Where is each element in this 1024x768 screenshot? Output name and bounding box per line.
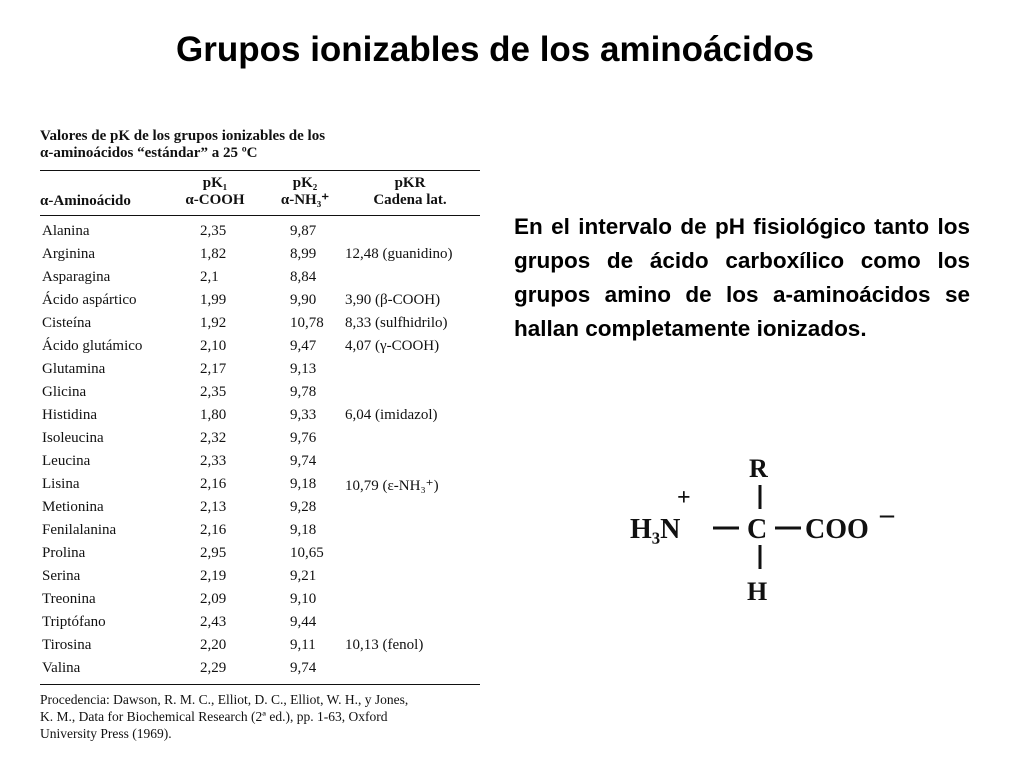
cell-pk2: 9,47 (290, 338, 317, 354)
structure-plus: + (677, 485, 691, 511)
cell-pk2: 9,76 (290, 430, 317, 446)
cell-name: Asparagina (42, 269, 111, 285)
cell-pkr: 10,79 (ε-NH₃⁺) (345, 478, 439, 494)
cell-pk2: 9,10 (290, 591, 317, 607)
header-pkr (355, 175, 465, 209)
cell-pk1: 2,33 (200, 453, 227, 469)
cell-pk1: 2,09 (200, 591, 227, 607)
structure-r: R (749, 454, 768, 483)
cell-pkr: 8,33 (sulfhidrilo) (345, 315, 448, 331)
cell-name: Serina (42, 568, 81, 584)
cell-pk1: 2,1 (200, 269, 219, 285)
cell-pk2: 9,33 (290, 407, 317, 423)
header-pk1-label: pK₁ (202, 175, 228, 191)
structure-h3n: H₃N (630, 514, 681, 545)
source-line1: Procedencia: Dawson, R. M. C., Elliot, D. C., Elliot, W. H., y Jones, (40, 692, 409, 707)
cell-name: Prolina (42, 545, 86, 561)
structure-h: H (747, 577, 768, 606)
cell-pk2: 10,78 (290, 315, 324, 331)
cell-pk1: 2,43 (200, 614, 227, 630)
cell-pk1: 2,17 (200, 361, 227, 377)
amino-acid-structure (625, 445, 915, 610)
header-pk2 (270, 175, 340, 209)
pk-table (40, 128, 480, 742)
header-pkr-group: Cadena lat. (373, 192, 447, 208)
cell-pk2: 9,74 (290, 660, 317, 676)
cell-pk2: 9,18 (290, 476, 317, 492)
cell-name: Glutamina (42, 361, 106, 377)
table-caption-line2: α-aminoácidos “estándar” a 25 ºC (40, 145, 258, 161)
cell-name: Lisina (42, 476, 80, 492)
table-row (40, 657, 480, 680)
cell-name: Metionina (42, 499, 104, 515)
cell-pk1: 2,29 (200, 660, 227, 676)
cell-name: Arginina (42, 246, 96, 262)
table-row (40, 335, 480, 358)
table-bottom-rule (40, 684, 480, 685)
table-row (40, 473, 480, 496)
cell-pk1: 1,80 (200, 407, 227, 423)
cell-pk2: 9,74 (290, 453, 317, 469)
cell-pk1: 2,20 (200, 637, 227, 653)
table-row (40, 496, 480, 519)
cell-name: Fenilalanina (42, 522, 117, 538)
table-row (40, 243, 480, 266)
cell-name: Ácido aspártico (42, 292, 137, 308)
cell-pkr: 4,07 (γ-COOH) (345, 338, 440, 354)
structure-coo: COO (805, 514, 869, 545)
table-header (40, 171, 480, 215)
cell-name: Ácido glutámico (42, 338, 143, 354)
table-row (40, 404, 480, 427)
structure-minus: – (880, 499, 894, 530)
table-row (40, 220, 480, 243)
table-row (40, 611, 480, 634)
table-row (40, 450, 480, 473)
table-row (40, 289, 480, 312)
cell-pk2: 9,28 (290, 499, 317, 515)
cell-name: Treonina (42, 591, 96, 607)
cell-name: Glicina (42, 384, 87, 400)
table-source (40, 691, 480, 742)
table-row (40, 312, 480, 335)
cell-pk2: 9,11 (290, 637, 316, 653)
cell-pk2: 9,78 (290, 384, 317, 400)
slide-title: Grupos ionizables de los aminoácidos (176, 30, 814, 69)
table-row (40, 634, 480, 657)
cell-name: Triptófano (42, 614, 106, 630)
structure-c: C (747, 514, 768, 545)
cell-pk2: 9,90 (290, 292, 317, 308)
description-text: En el intervalo de pH fisiológico tanto los grupos de ácido carboxílico como los grupos amino de los a-aminoácidos se hallan completamente ionizados. (514, 214, 970, 341)
cell-pk1: 2,35 (200, 384, 227, 400)
cell-pk1: 1,92 (200, 315, 227, 331)
header-pk1-group: α-COOH (185, 192, 245, 208)
cell-pk2: 10,65 (290, 545, 324, 561)
header-amino: α-Aminoácido (40, 193, 131, 209)
cell-pk2: 9,13 (290, 361, 317, 377)
table-row (40, 266, 480, 289)
cell-pk1: 2,35 (200, 223, 227, 239)
cell-pkr: 3,90 (β-COOH) (345, 292, 441, 308)
cell-pkr: 6,04 (imidazol) (345, 407, 438, 423)
cell-pk1: 2,13 (200, 499, 227, 515)
header-pk2-label: pK₂ (292, 175, 318, 191)
cell-name: Alanina (42, 223, 90, 239)
cell-pk2: 8,99 (290, 246, 317, 262)
cell-pk2: 9,21 (290, 568, 317, 584)
cell-pkr: 12,48 (guanidino) (345, 246, 453, 262)
cell-pk2: 9,18 (290, 522, 317, 538)
cell-pk1: 2,32 (200, 430, 227, 446)
table-caption (40, 128, 480, 162)
header-pk1 (170, 175, 260, 209)
cell-name: Isoleucina (42, 430, 104, 446)
cell-pkr: 10,13 (fenol) (345, 637, 424, 653)
cell-name: Valina (42, 660, 81, 676)
table-row (40, 381, 480, 404)
table-row (40, 542, 480, 565)
cell-name: Histidina (42, 407, 97, 423)
cell-pk2: 9,44 (290, 614, 317, 630)
table-caption-line1: Valores de pK de los grupos ionizables de los (40, 128, 326, 144)
table-row (40, 427, 480, 450)
header-pk2-group: α-NH₃⁺ (280, 192, 330, 208)
table-row (40, 358, 480, 381)
cell-pk1: 2,19 (200, 568, 227, 584)
source-line3: University Press (1969). (40, 726, 172, 741)
cell-pk1: 2,95 (200, 545, 227, 561)
table-row (40, 588, 480, 611)
cell-pk1: 2,16 (200, 476, 227, 492)
cell-name: Tirosina (42, 637, 92, 653)
header-pkr-label: pKR (394, 175, 426, 191)
table-row (40, 565, 480, 588)
cell-name: Leucina (42, 453, 91, 469)
table-row (40, 519, 480, 542)
cell-pk1: 1,99 (200, 292, 227, 308)
cell-pk2: 8,84 (290, 269, 317, 285)
source-line2: K. M., Data for Biochemical Research (2ª ed.), pp. 1-63, Oxford (40, 709, 388, 724)
cell-pk1: 2,10 (200, 338, 227, 354)
cell-name: Cisteína (42, 315, 92, 331)
cell-pk1: 2,16 (200, 522, 227, 538)
cell-pk2: 9,87 (290, 223, 317, 239)
cell-pk1: 1,82 (200, 246, 227, 262)
